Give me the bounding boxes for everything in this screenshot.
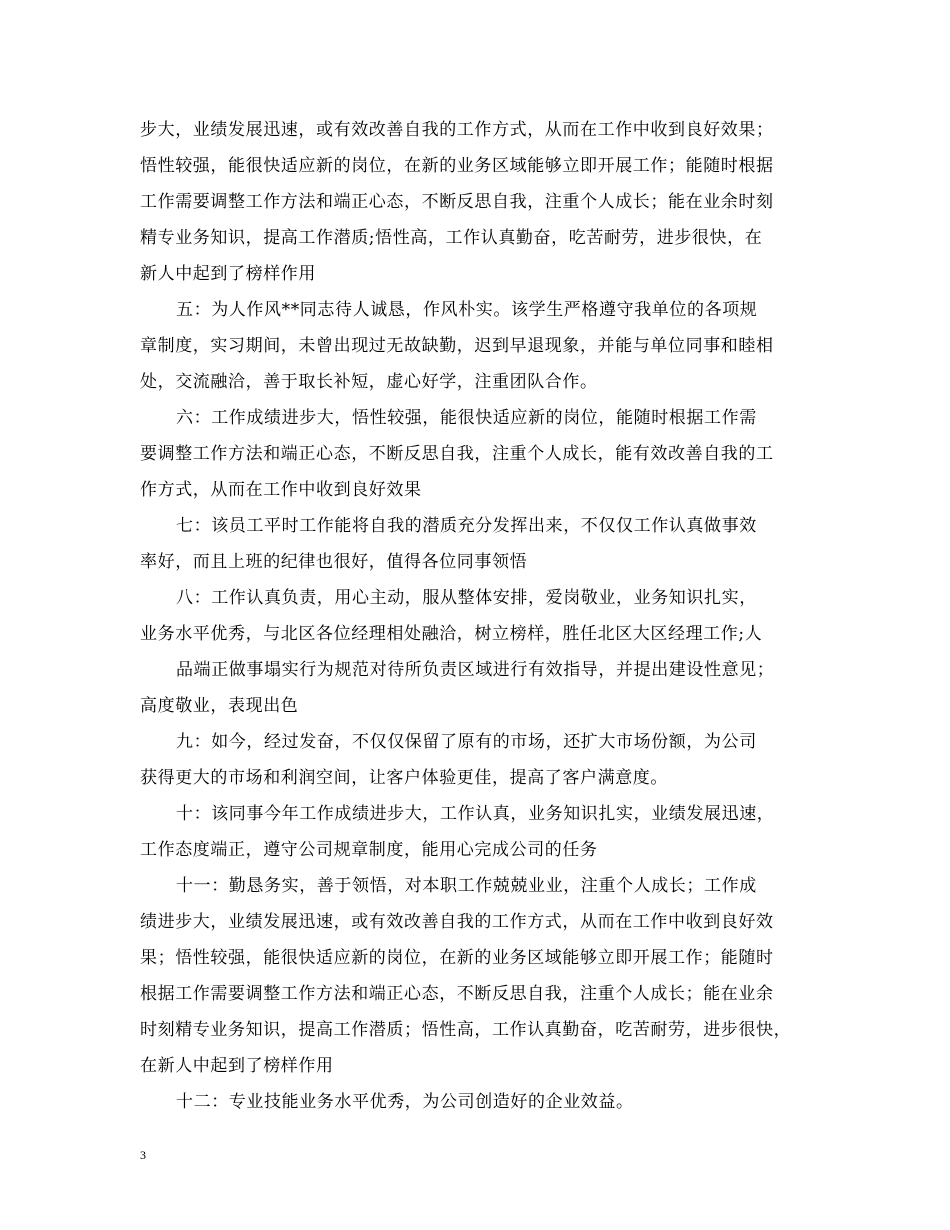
text-line: 根据工作需要调整工作方法和端正心态，不断反思自我，注重个人成长；能在业余 <box>140 984 774 1004</box>
text-line-indented: 品端正做事塌实行为规范对待所负责区域进行有效指导，并提出建设性意见； <box>176 660 775 680</box>
paragraph-start-line: 九：如今，经过发奋，不仅仅保留了原有的市场，还扩大市场份额，为公司 <box>176 732 757 752</box>
text-line: 高度敬业，表现出色 <box>140 696 299 716</box>
text-line: 章制度，实习期间，未曾出现过无故缺勤，迟到早退现象，并能与单位同事和睦相 <box>140 336 774 356</box>
text-line: 步大，业绩发展迅速，或有效改善自我的工作方式，从而在工作中收到良好效果； <box>140 120 774 140</box>
text-line: 绩进步大，业绩发展迅速，或有效改善自我的工作方式，从而在工作中收到良好效 <box>140 912 774 932</box>
page-number: 3 <box>140 1148 146 1162</box>
document-body <box>140 112 820 1120</box>
text-line: 获得更大的市场和利润空间，让客户体验更佳，提高了客户满意度。 <box>140 768 668 788</box>
paragraph-start-line: 五：为人作风**同志待人诚恳，作风朴实。该学生严格遵守我单位的各项规 <box>176 300 758 320</box>
paragraph-start-line: 十二：专业技能业务水平优秀，为公司创造好的企业效益。 <box>176 1092 634 1112</box>
text-line: 工作需要调整工作方法和端正心态，不断反思自我，注重个人成长；能在业余时刻 <box>140 192 774 212</box>
text-line: 精专业务知识，提高工作潜质;悟性高，工作认真勤奋，吃苦耐劳，进步很快，在 <box>140 228 763 248</box>
paragraph-start-line: 六：工作成绩进步大，悟性较强，能很快适应新的岗位，能随时根据工作需 <box>176 408 757 428</box>
text-line: 果；悟性较强，能很快适应新的岗位，在新的业务区域能够立即开展工作；能随时 <box>140 948 774 968</box>
text-line: 率好，而且上班的纪律也很好，值得各位同事领悟 <box>140 552 528 572</box>
text-line: 工作态度端正，遵守公司规章制度，能用心完成公司的任务 <box>140 840 598 860</box>
paragraph-start-line: 七：该员工平时工作能将自我的潜质充分发挥出来，不仅仅工作认真做事效 <box>176 516 757 536</box>
text-line: 要调整工作方法和端正心态，不断反思自我，注重个人成长，能有效改善自我的工 <box>140 444 774 464</box>
text-line: 时刻精专业务知识，提高工作潜质；悟性高，工作认真勤奋，吃苦耐劳，进步很快， <box>140 1020 792 1040</box>
paragraph-start-line: 十一：勤恳务实，善于领悟，对本职工作兢兢业业，注重个人成长；工作成 <box>176 876 757 896</box>
text-line: 在新人中起到了榜样作用 <box>140 1056 334 1076</box>
paragraph-start-line: 十：该同事今年工作成绩进步大，工作认真，业务知识扎实，业绩发展迅速， <box>176 804 775 824</box>
paragraph-start-line: 八：工作认真负责，用心主动，服从整体安排，爱岗敬业，业务知识扎实， <box>176 588 757 608</box>
text-line: 处，交流融洽，善于取长补短，虚心好学，注重团队合作。 <box>140 372 598 392</box>
text-line: 业务水平优秀，与北区各位经理相处融洽，树立榜样，胜任北区大区经理工作;人 <box>140 624 763 644</box>
text-line: 作方式，从而在工作中收到良好效果 <box>140 480 422 500</box>
text-line: 新人中起到了榜样作用 <box>140 264 316 284</box>
text-line: 悟性较强，能很快适应新的岗位，在新的业务区域能够立即开展工作；能随时根据 <box>140 156 774 176</box>
